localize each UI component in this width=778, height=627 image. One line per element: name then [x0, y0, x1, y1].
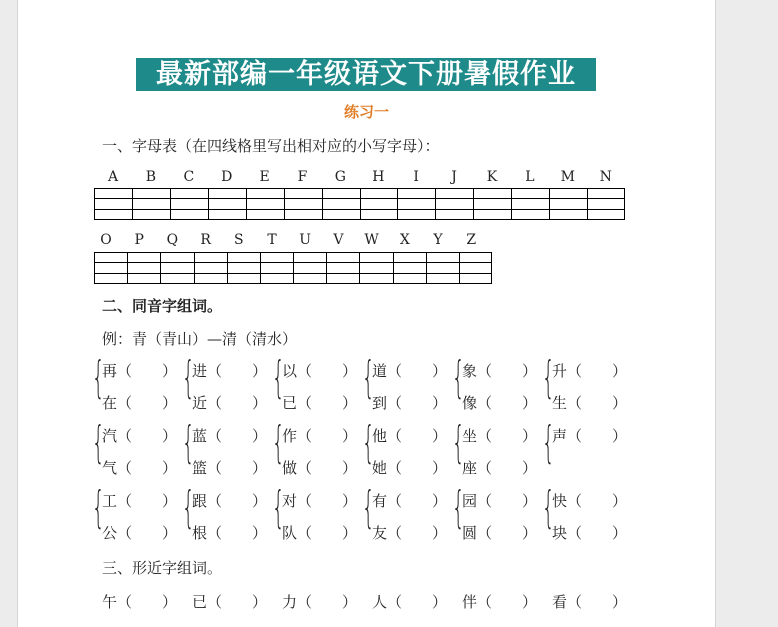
similar-char-item: 力（ ）: [282, 593, 358, 611]
similar-char-item: 人（ ）: [372, 593, 448, 611]
alphabet-letter: Y: [433, 232, 443, 248]
homophone-item: 象（ ）: [462, 362, 538, 380]
grid-divider: [473, 188, 474, 220]
homophone-item: 跟（ ）: [192, 492, 268, 510]
homophone-item: 队（ ）: [282, 524, 358, 542]
brace-icon: {: [542, 482, 555, 533]
homophone-item: 在（ ）: [102, 394, 178, 412]
alphabet-letter: W: [364, 232, 379, 248]
homophone-item: 快（ ）: [552, 492, 628, 510]
brace-icon: {: [542, 352, 555, 403]
homophone-item: 像（ ）: [462, 394, 538, 412]
grid-divider: [511, 188, 512, 220]
homophone-item: 篮（ ）: [192, 459, 268, 477]
grid-divider: [397, 188, 398, 220]
alphabet-letter: H: [372, 169, 385, 185]
grid-divider: [491, 252, 492, 284]
homophone-item: 块（ ）: [552, 524, 628, 542]
brace-icon: {: [362, 417, 375, 468]
alphabet-letter: U: [299, 232, 312, 248]
alphabet-letter: V: [333, 232, 344, 248]
brace-icon: {: [272, 417, 285, 468]
grid-divider: [587, 188, 588, 220]
homophone-item: 圆（ ）: [462, 524, 538, 542]
alphabet-letter: Z: [466, 232, 477, 248]
similar-char-item: 午（ ）: [102, 593, 178, 611]
example-line: 例：青（青山）—清（清水）: [102, 330, 298, 348]
alphabet-letter: B: [145, 169, 157, 185]
alphabet-letter: X: [399, 232, 410, 248]
homophone-item: 道（ ）: [372, 362, 448, 380]
homophone-item: 他（ ）: [372, 427, 448, 445]
alphabet-letter: S: [234, 232, 244, 248]
homophone-item: 进（ ）: [192, 362, 268, 380]
grid-divider: [360, 188, 361, 220]
alphabet-letter: E: [259, 169, 270, 185]
homophone-item: 再（ ）: [102, 362, 178, 380]
grid-divider: [293, 252, 294, 284]
alphabet-letter: A: [107, 169, 119, 185]
homophone-item: 友（ ）: [372, 524, 448, 542]
alphabet-letter: M: [560, 169, 575, 185]
alphabet-letter: L: [525, 169, 535, 185]
grid-divider: [194, 252, 195, 284]
brace-icon: {: [542, 417, 555, 468]
brace-icon: {: [92, 482, 105, 533]
alphabet-letter: I: [413, 169, 419, 185]
grid-divider: [227, 252, 228, 284]
homophone-item: 根（ ）: [192, 524, 268, 542]
brace-icon: {: [92, 352, 105, 403]
homophone-item: 作（ ）: [282, 427, 358, 445]
section3-heading: 三、形近字组词。: [102, 559, 223, 577]
homophone-item: 她（ ）: [372, 459, 448, 477]
homophone-item: 以（ ）: [282, 362, 358, 380]
grid-divider: [624, 188, 625, 220]
grid-divider: [208, 188, 209, 220]
grid-divider: [160, 252, 161, 284]
brace-icon: {: [272, 352, 285, 403]
section1-heading: 一、字母表（在四线格里写出相对应的小写字母）：: [102, 137, 440, 155]
grid-divider: [326, 252, 327, 284]
grid-divider: [426, 252, 427, 284]
brace-icon: {: [272, 482, 285, 533]
grid-divider: [170, 188, 171, 220]
homophone-item: 升（ ）: [552, 362, 628, 380]
alphabet-letter: J: [451, 169, 457, 185]
brace-icon: {: [182, 482, 195, 533]
homophone-item: 到（ ）: [372, 394, 448, 412]
homophone-item: 气（ ）: [102, 459, 178, 477]
homophone-item: 近（ ）: [192, 394, 268, 412]
similar-char-item: 已（ ）: [192, 593, 268, 611]
grid-divider: [435, 188, 436, 220]
homophone-item: 汽（ ）: [102, 427, 178, 445]
brace-icon: {: [182, 352, 195, 403]
homophone-item: 蓝（ ）: [192, 427, 268, 445]
brace-icon: {: [92, 417, 105, 468]
homophone-item: 座（ ）: [462, 459, 538, 477]
homophone-item: 已（ ）: [282, 394, 358, 412]
document-page: [17, 0, 716, 627]
homophone-item: 园（ ）: [462, 492, 538, 510]
homophone-item: 对（ ）: [282, 492, 358, 510]
similar-char-item: 伴（ ）: [462, 593, 538, 611]
exercise-subtitle: 练习一: [343, 103, 389, 121]
alphabet-letter: R: [200, 232, 211, 248]
brace-icon: {: [452, 482, 465, 533]
alphabet-letter: F: [297, 169, 308, 185]
grid-divider: [127, 252, 128, 284]
grid-divider: [393, 252, 394, 284]
homophone-item: 工（ ）: [102, 492, 178, 510]
grid-divider: [246, 188, 247, 220]
grid-divider: [260, 252, 261, 284]
section2-heading: 二、同音字组词。: [102, 297, 223, 315]
homophone-item: 公（ ）: [102, 524, 178, 542]
four-line-grid-2: [94, 252, 492, 284]
similar-char-item: 看（ ）: [552, 593, 628, 611]
alphabet-letter: T: [267, 232, 277, 248]
alphabet-letter: C: [183, 169, 195, 185]
alphabet-letter: N: [599, 169, 612, 185]
grid-divider: [284, 188, 285, 220]
brace-icon: {: [452, 417, 465, 468]
homophone-item: 声（ ）: [552, 427, 628, 445]
homophone-item: 有（ ）: [372, 492, 448, 510]
brace-icon: {: [362, 482, 375, 533]
grid-divider: [549, 188, 550, 220]
brace-icon: {: [182, 417, 195, 468]
grid-divider: [132, 188, 133, 220]
alphabet-letter: Q: [166, 232, 179, 248]
alphabet-letter: G: [334, 169, 346, 185]
brace-icon: {: [452, 352, 465, 403]
grid-divider: [322, 188, 323, 220]
homophone-item: 坐（ ）: [462, 427, 538, 445]
grid-divider: [359, 252, 360, 284]
grid-divider: [94, 188, 95, 220]
document-title: 最新部编一年级语文下册暑假作业: [136, 58, 596, 91]
alphabet-letter: D: [221, 169, 233, 185]
alphabet-letter: O: [100, 232, 112, 248]
homophone-item: 做（ ）: [282, 459, 358, 477]
grid-divider: [94, 252, 95, 284]
alphabet-letter: K: [486, 169, 498, 185]
homophone-item: 生（ ）: [552, 394, 628, 412]
alphabet-letter: P: [134, 232, 144, 248]
four-line-grid-1: [94, 188, 625, 220]
brace-icon: {: [362, 352, 375, 403]
grid-divider: [459, 252, 460, 284]
